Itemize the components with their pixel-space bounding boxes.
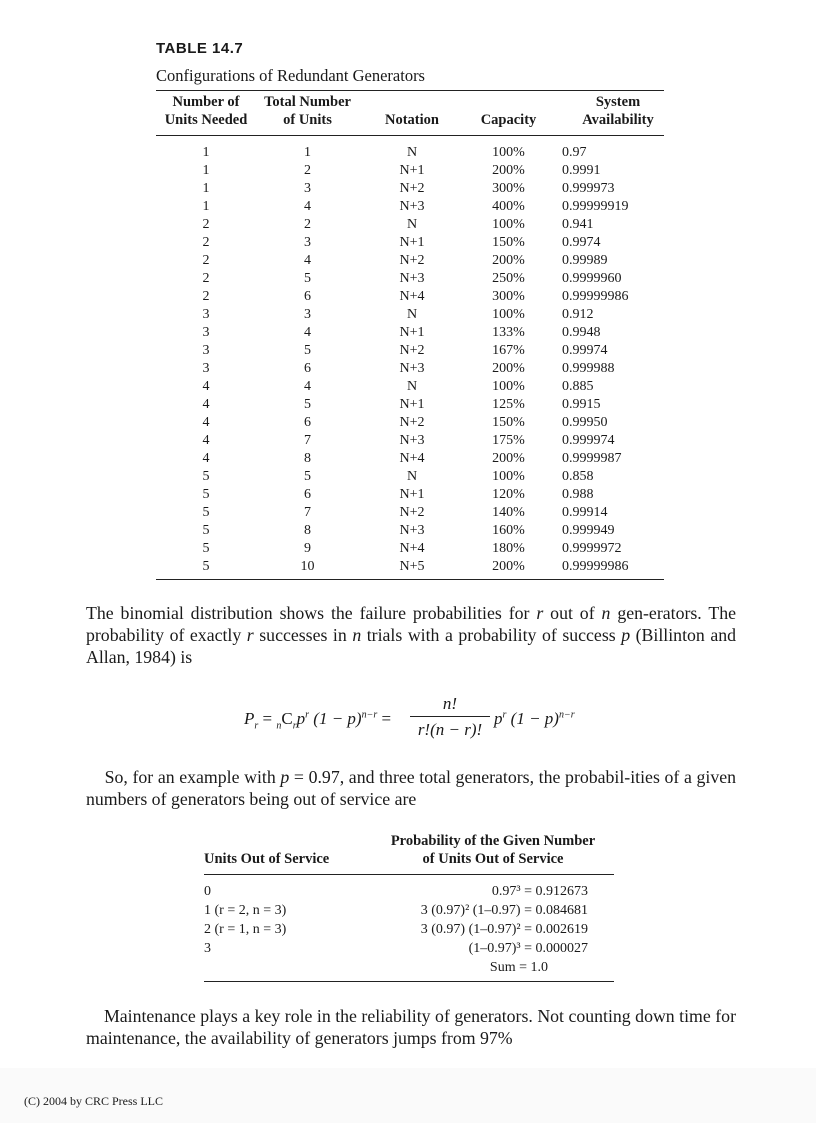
- cell-availability: 0.858: [562, 469, 594, 484]
- copyright-notice: (C) 2004 by CRC Press LLC: [24, 1094, 164, 1108]
- cell-notation: N+4: [399, 289, 425, 304]
- cell-capacity: 200%: [492, 451, 525, 466]
- table-row: [156, 558, 664, 576]
- cell-availability: 0.99974: [562, 343, 608, 358]
- cell-notation: N+2: [399, 181, 425, 196]
- cell-availability: 0.999973: [562, 181, 615, 196]
- probability-table-header: [204, 832, 614, 875]
- cell-notation: N+3: [399, 523, 425, 538]
- cell-notation: N+3: [399, 361, 425, 376]
- table-label: TABLE 14.7: [156, 40, 244, 57]
- cell-units-needed: 5: [202, 523, 210, 538]
- cell-availability: 0.885: [562, 379, 594, 394]
- cell-capacity: 100%: [492, 379, 525, 394]
- table-row: [156, 396, 664, 414]
- cell-capacity: 400%: [492, 199, 525, 214]
- cell-units-needed: 4: [202, 397, 210, 412]
- cell-availability: 0.9999987: [562, 451, 622, 466]
- cell-capacity: 200%: [492, 559, 525, 574]
- cell-availability: 0.999949: [562, 523, 615, 538]
- cell-capacity: 180%: [492, 541, 525, 556]
- header-capacity: Capacity: [480, 112, 537, 128]
- cell-sum: Sum = 1.0: [489, 960, 548, 975]
- formula-right-side: $p^r$ $(1 - p)^{n-r}$: [494, 709, 575, 728]
- cell-probability: 3 (0.97) (1–0.97)² = 0.002619: [420, 922, 588, 937]
- cell-capacity: 167%: [492, 343, 525, 358]
- cell-units-needed: 5: [202, 469, 210, 484]
- cell-capacity: 100%: [492, 307, 525, 322]
- table-row: [156, 486, 664, 504]
- cell-probability: (1–0.97)³ = 0.000027: [468, 941, 588, 956]
- cell-units-needed: 1: [202, 181, 210, 196]
- cell-units-needed: 5: [202, 487, 210, 502]
- cell-units-needed: 4: [202, 451, 210, 466]
- cell-notation: N: [406, 145, 418, 160]
- cell-total-units: 5: [304, 271, 311, 286]
- table-row: [156, 144, 664, 162]
- cell-units-needed: 4: [202, 433, 210, 448]
- table-row: [156, 270, 664, 288]
- table-header-row: [156, 91, 664, 136]
- cell-units-needed: 5: [202, 541, 210, 556]
- cell-capacity: 100%: [492, 145, 525, 160]
- cell-notation: N: [406, 379, 418, 394]
- cell-units-needed: 5: [202, 559, 210, 574]
- cell-total-units: 9: [304, 541, 311, 556]
- table-row: [156, 504, 664, 522]
- table-row: [156, 234, 664, 252]
- cell-availability: 0.941: [562, 217, 594, 232]
- cell-notation: N+1: [399, 235, 425, 250]
- cell-units-out: 0: [204, 884, 211, 899]
- cell-capacity: 133%: [492, 325, 525, 340]
- header-units-needed: Number of Units Needed: [164, 94, 248, 128]
- cell-availability: 0.912: [562, 307, 594, 322]
- table-row: [156, 540, 664, 558]
- cell-availability: 0.999988: [562, 361, 615, 376]
- cell-total-units: 7: [304, 433, 311, 448]
- cell-total-units: 2: [304, 163, 311, 178]
- cell-units-needed: 3: [202, 343, 210, 358]
- cell-units-needed: 2: [202, 289, 210, 304]
- cell-availability: 0.99989: [562, 253, 608, 268]
- cell-capacity: 200%: [492, 163, 525, 178]
- cell-total-units: 4: [304, 379, 311, 394]
- cell-notation: N+3: [399, 433, 425, 448]
- table-row: [156, 378, 664, 396]
- cell-notation: N+3: [399, 199, 425, 214]
- cell-capacity: 160%: [492, 523, 525, 538]
- table-body: [156, 136, 664, 579]
- cell-total-units: 7: [304, 505, 311, 520]
- cell-notation: N: [406, 307, 418, 322]
- probability-row: [204, 939, 614, 958]
- cell-total-units: 4: [304, 325, 311, 340]
- table-row: [156, 180, 664, 198]
- table-row: [156, 360, 664, 378]
- formula-left-side: $P_r = _nC_rp^r$ $(1 - p)^{n-r}$ =: [244, 709, 392, 732]
- cell-total-units: 5: [304, 397, 311, 412]
- probability-row: [204, 882, 614, 901]
- table-row: [156, 324, 664, 342]
- cell-notation: N+2: [399, 343, 425, 358]
- cell-capacity: 200%: [492, 361, 525, 376]
- cell-units-needed: 3: [202, 307, 210, 322]
- cell-empty: [204, 958, 372, 977]
- cell-units-out: 2 (r = 1, n = 3): [204, 922, 287, 937]
- table-row: [156, 306, 664, 324]
- cell-units-out: 1 (r = 2, n = 3): [204, 903, 287, 918]
- cell-total-units: 6: [304, 487, 311, 502]
- cell-availability: 0.9999960: [562, 271, 622, 286]
- header-probability: Probability of the Given Number of Units Out of Service: [390, 833, 596, 867]
- cell-notation: N+2: [399, 505, 425, 520]
- cell-units-needed: 3: [202, 325, 210, 340]
- cell-total-units: 5: [304, 469, 311, 484]
- cell-availability: 0.99999986: [562, 559, 629, 574]
- cell-total-units: 3: [304, 181, 311, 196]
- probability-row: [204, 920, 614, 939]
- cell-notation: N+5: [399, 559, 425, 574]
- table-row: [156, 342, 664, 360]
- cell-capacity: 150%: [492, 235, 525, 250]
- table-row: [156, 198, 664, 216]
- cell-notation: N: [406, 217, 418, 232]
- cell-notation: N+3: [399, 271, 425, 286]
- cell-probability: 0.97³ = 0.912673: [491, 884, 588, 899]
- cell-availability: 0.9999972: [562, 541, 622, 556]
- table-row: [156, 468, 664, 486]
- cell-total-units: 3: [304, 235, 311, 250]
- cell-capacity: 125%: [492, 397, 525, 412]
- maintenance-paragraph: Maintenance plays a key role in the reliability of generators. Not counting down time for maintenance, the availability of generators jumps from 97%: [86, 1006, 736, 1048]
- cell-availability: 0.97: [562, 145, 587, 160]
- cell-availability: 0.999974: [562, 433, 615, 448]
- cell-notation: N+2: [399, 253, 425, 268]
- table-row: [156, 162, 664, 180]
- cell-total-units: 6: [304, 289, 311, 304]
- cell-units-needed: 5: [202, 505, 210, 520]
- cell-probability: 3 (0.97)² (1–0.97) = 0.084681: [420, 903, 588, 918]
- probability-sum-row: [204, 958, 614, 977]
- binomial-paragraph: The binomial distribution shows the failure probabilities for r out of n gen-erators. The probability of exactly r successes in n trials with a probability of success p (Billinton and Allan, 1984) is: [86, 603, 736, 667]
- cell-units-needed: 2: [202, 271, 210, 286]
- table-row: [156, 414, 664, 432]
- cell-units-needed: 1: [202, 199, 210, 214]
- table-row: [156, 450, 664, 468]
- cell-units-needed: 2: [202, 235, 210, 250]
- header-units-out: Units Out of Service: [204, 851, 330, 867]
- cell-capacity: 300%: [492, 181, 525, 196]
- cell-availability: 0.9948: [562, 325, 601, 340]
- cell-capacity: 120%: [492, 487, 525, 502]
- cell-units-needed: 3: [202, 361, 210, 376]
- cell-total-units: 4: [304, 199, 311, 214]
- cell-capacity: 300%: [492, 289, 525, 304]
- table-row: [156, 216, 664, 234]
- table-caption: Configurations of Redundant Generators: [156, 66, 425, 85]
- cell-total-units: 6: [304, 415, 311, 430]
- cell-availability: 0.9915: [562, 397, 601, 412]
- cell-availability: 0.99914: [562, 505, 608, 520]
- table-row: [156, 288, 664, 306]
- cell-capacity: 100%: [492, 469, 525, 484]
- cell-total-units: 2: [304, 217, 311, 232]
- probability-table-body: [204, 875, 614, 981]
- cell-capacity: 100%: [492, 217, 525, 232]
- formula-numerator: n!: [442, 694, 458, 713]
- cell-notation: N: [406, 469, 418, 484]
- cell-capacity: 250%: [492, 271, 525, 286]
- cell-total-units: 8: [304, 451, 311, 466]
- cell-units-needed: 4: [202, 415, 210, 430]
- cell-availability: 0.988: [562, 487, 594, 502]
- cell-notation: N+1: [399, 487, 425, 502]
- cell-units-needed: 1: [202, 163, 210, 178]
- cell-availability: 0.99999986: [562, 289, 629, 304]
- cell-capacity: 175%: [492, 433, 525, 448]
- probability-table: [204, 832, 614, 982]
- cell-units-needed: 2: [202, 217, 210, 232]
- cell-availability: 0.9991: [562, 163, 601, 178]
- header-system-availability: System Availability: [582, 94, 654, 128]
- cell-units-needed: 1: [202, 145, 210, 160]
- table-row: [156, 432, 664, 450]
- cell-notation: N+2: [399, 415, 425, 430]
- cell-availability: 0.99950: [562, 415, 608, 430]
- formula-denominator: r!(n − r)!: [417, 720, 483, 739]
- cell-notation: N+4: [399, 451, 425, 466]
- table-row: [156, 522, 664, 540]
- fraction-bar: [410, 716, 490, 717]
- table-row: [156, 252, 664, 270]
- cell-units-needed: 4: [202, 379, 210, 394]
- cell-total-units: 3: [304, 307, 311, 322]
- cell-total-units: 10: [300, 559, 315, 574]
- cell-availability: 0.9974: [562, 235, 601, 250]
- example-paragraph: So, for an example with p = 0.97, and three total generators, the probabil-ities of a given numbers of generators being out of service are: [86, 767, 737, 809]
- cell-availability: 0.99999919: [562, 199, 629, 214]
- cell-total-units: 4: [304, 253, 311, 268]
- cell-units-out: 3: [204, 941, 211, 956]
- cell-capacity: 200%: [492, 253, 525, 268]
- cell-notation: N+1: [399, 325, 425, 340]
- cell-units-needed: 2: [202, 253, 210, 268]
- binomial-formula: [244, 696, 604, 744]
- cell-total-units: 8: [304, 523, 311, 538]
- cell-notation: N+1: [399, 397, 425, 412]
- cell-capacity: 150%: [492, 415, 525, 430]
- cell-notation: N+1: [399, 163, 425, 178]
- cell-capacity: 140%: [492, 505, 525, 520]
- cell-total-units: 6: [304, 361, 311, 376]
- probability-row: [204, 901, 614, 920]
- cell-notation: N+4: [399, 541, 425, 556]
- header-total-units: Total Number of Units: [264, 94, 351, 128]
- header-notation: Notation: [385, 112, 439, 128]
- redundant-generators-table: [156, 90, 664, 580]
- cell-total-units: 5: [304, 343, 311, 358]
- cell-total-units: 1: [304, 145, 311, 160]
